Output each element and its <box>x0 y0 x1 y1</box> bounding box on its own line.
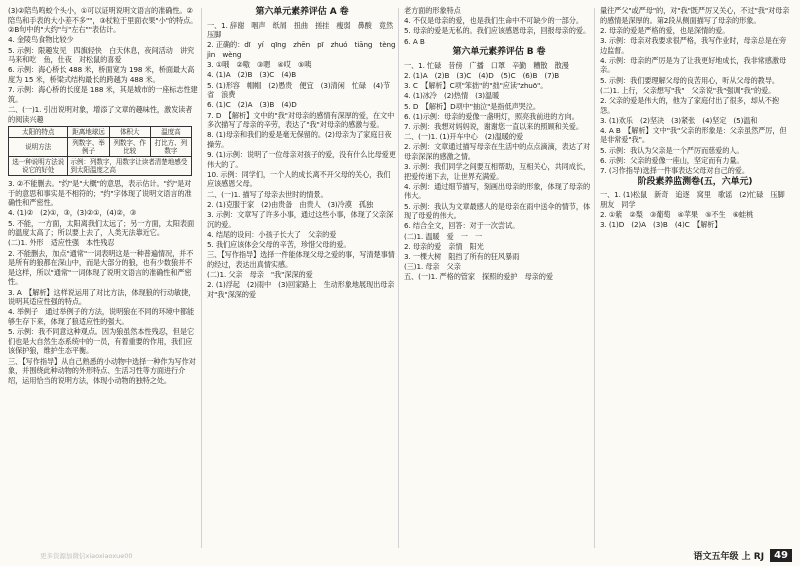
answer-line: 一、1. (1)松鼠 新奇 追逐 窝里 歌谣 (2)忙碌 压脚 朋友 同学 <box>600 190 792 209</box>
section-title: 第六单元素养评估 B 卷 <box>452 47 546 58</box>
answer-line: 一、1. 忙碌 昔傍 广播 口罩 辛勤 糟散 散漫 <box>404 60 569 70</box>
answer-line: (3)②陪鸟鸣蛟个头小，①可以证明说明文语言的准确性。②陪鸟和手表的大小差不多""，③杖粒于里面衣果"小"的特点。②B句中的"大约"与"左右""表估计。 <box>8 6 198 35</box>
answer-line: 6. A B <box>404 36 425 46</box>
answer-line: 7. 示例：海心桥的长度是 188 米，其是城市的一座标志性建筑。 <box>8 85 198 104</box>
column-1 <box>8 6 202 386</box>
answer-line: 4. 金陵鸟食物比较少 <box>8 35 74 45</box>
answer-line: 3. 示例：母亲对我要求很严格，我写作业时，母亲总是在旁边监督。 <box>600 35 787 55</box>
section-title: 第六单元素养评估 A 卷 <box>255 7 349 17</box>
answer-line: 3. 示例：我们同学之间要互相帮助，互相关心，共同成长，把爱传递下去，让世界充满爱。 <box>404 162 591 181</box>
answer-line: 6. 示例：海心桥长 488 米，桥面宽为 198 米，桥面最大高度为 15 米，桥梁式结构最长的跨越为 488 米。 <box>8 65 195 84</box>
table-cell: 打比方、列数字 <box>150 138 191 157</box>
answer-line: 7. D 【解析】文中的"我"对母亲的感情有深厚的爱，在文中多次描写了母亲的辛劳，表达了"我"对母亲的感激与爱。 <box>207 110 395 130</box>
watermark-text: 更多资源加微信xiaoxiaoxue00 <box>40 552 133 560</box>
answer-line: 三、【写作指导】选择一件能体现父母之爱的事，写清楚事情的经过，表达出真情实感。 <box>207 250 395 269</box>
answer-line: 4. 示例：通过细节描写，刻画出母亲的形象，体现了母亲的伟大。 <box>404 181 591 201</box>
answer-line: 量往严父"或严母"的，对"我"既严厉又关心，不过"我"对母亲的感情是深厚的。第2段从侧面描写了母亲的形象。 <box>600 6 790 25</box>
page-number: 49 <box>770 549 792 562</box>
answer-line: 3. 一棵大树 阻挡了所有的狂风暴雨 <box>404 251 520 261</box>
answer-line: 5. 示例：我们要理解父母的良苦用心，听从父母的教导。 <box>600 75 779 85</box>
answer-line: 2. 正确的：dī yí qīng zhēn pī zhuó tiāng tèng jìn wèng <box>207 40 403 59</box>
table-row <box>9 157 192 176</box>
answer-line: 3. (1)D (2)A (3)B (4)C 【解析】 <box>600 220 722 230</box>
answer-line: 3. ②不能删去。"约"是"大概"的意思，表示估计。"约"是对于的意思和事实是不相符的；"约"字体现了说明文语言的准确性和严密性。 <box>8 179 192 208</box>
table-cell: 体积大 <box>109 127 150 138</box>
answer-line: (三)1. 母亲 父亲 <box>404 262 461 272</box>
table-cell: 温度高 <box>150 127 191 138</box>
answer-line: 5. (1)形容 帽帽 (2)愚贵 便宜 (3)清闲 忙碌 (4)节省 浪费 <box>207 80 391 100</box>
answer-line: 2. (1)A (2)B (3)C (4)D (5)C (6)B (7)B <box>404 70 560 80</box>
table-cell: 示例：列数字，用数字让读者清楚地感受到太阳温度之高 <box>68 157 192 176</box>
answer-line: 二、(一)1. 引出说明对象，增添了文章的趣味性，激发读者的阅读兴趣 <box>8 104 193 124</box>
answer-line: (二)1. 温暖 爱 一 一 <box>404 231 483 241</box>
page-footer <box>694 549 792 562</box>
sun-features-table <box>8 126 192 176</box>
answer-line: 9. (1)示例：说明了一位母亲对孩子的爱，没有什么比母爱更伟大的了。 <box>207 150 396 169</box>
answer-line: 老方面的形象特点 <box>404 6 461 15</box>
answer-line: (二)1. 父亲 母亲 "我"深深的爱 <box>207 269 313 279</box>
answer-line: 5. D 【解析】D项中"抽泣"是指低声哭泣。 <box>404 101 540 111</box>
answer-line: 2. 示例：文章通过描写母亲在生活中的点点滴滴，表达了对母亲深深的感激之情。 <box>404 142 591 161</box>
table-header-row <box>9 127 192 138</box>
subject-label: 语文五年级 上 RJ <box>693 552 765 562</box>
answer-line: 一、1. 辞谢 咽声 纸屑 扭曲 搓挂 瘦弱 鼻酸 竟然 压脚 <box>207 20 401 40</box>
answer-line: 4. 结尾的设问：小孩子长大了 父亲的爱 <box>207 229 337 239</box>
answer-line: 5. 不能，一方面，太阳离我们太远了；另一方面，太阳表面的温度太高了；所以要上去了，人类无法靠近它。 <box>8 218 195 238</box>
table-cell: 说明方法 <box>9 138 68 157</box>
answer-line: 三、【写作指导】从自己熟悉的小动物中选择一种作为写作对象，并围绕此种动物的外形特点、生活习性等方面进行介绍，运用恰当的说明方法，体现小动物的独特之处。 <box>8 356 196 385</box>
answer-line: (二)1. 外形 适应性强 本性残忍 <box>8 238 115 248</box>
column-divider <box>398 8 399 548</box>
answer-line: 4. (1)② (2)①，③，(3)②①，(4)②，③ <box>8 208 137 218</box>
answer-line: 3. ①哦 ②嗷 ③嗯 ④哎 ⑤咦 <box>207 60 312 70</box>
answer-line: 3. C 【解析】C项"笨拙"的"拙"应读"zhuō"。 <box>404 81 548 91</box>
answer-line: 2. (1)浮起 (2)雨中 (3)回家路上 生动形象地展现出母亲对"我"深深的爱 <box>207 280 395 299</box>
answer-line: 5. 示例：限趣发见 四旗轻快 白天休息，夜间活动 讲究 马来和吃 鱼，仕夜 对松鼠的喜爱 <box>8 45 202 65</box>
column-3 <box>404 6 594 283</box>
table-cell: 距离地球远 <box>68 127 109 138</box>
answer-line: 2. 不能删去，加点"通常"一词表明这是一种普遍情况，并不是所有的狼都在深山中，而是大部分的狼，也有少数狼并不是这样，所以"通常"一词体现了说明文语言的准确性和严密性。 <box>8 248 194 287</box>
answer-line: (二)1. 上行，父亲想写"我" 父亲说"我"强调"我"的爱。 <box>600 85 776 95</box>
answer-line: 6. 示例：父亲的爱像一座山，坚定而有力量。 <box>600 155 744 165</box>
answer-line: 7. 示例：我想对妈妈说，谢谢您一直以来的照顾和关爱。 <box>404 121 583 131</box>
answer-line: 4. (1)A (2)B (3)C (4)B <box>207 70 297 80</box>
answer-line: 5. 示例：我不同意这种观点。因为狼虽然本性残忍，但是它们也是大自然生态系统中的一员，有着重要的作用，我们应该保护狼，维护生态平衡。 <box>8 327 195 356</box>
table-cell: 列数字、举例子 <box>68 138 109 157</box>
answer-line: 2. 母亲的爱是严格的爱，也是深情的爱。 <box>600 25 730 35</box>
answer-line: 6. 结合全文，回答：对于一次尝试。 <box>404 221 520 231</box>
answer-line: 3. 示例：文章写了许多小事，通过这些小事，体现了父亲深沉的爱。 <box>207 210 394 229</box>
table-cell: 太阳的特点 <box>9 127 68 138</box>
answer-line: 4. 举例子 通过举例子的方法，说明狼在不同的环境中都能够生存下来，体现了狼适应性的强大。 <box>8 307 195 326</box>
answer-line: 7. (习作指导)选择一件事表达父母对自己的爱。 <box>600 166 749 176</box>
answer-line: 3. (1)欢乐 (2)坚决 (3)紧张 (4)坚定 (5)温和 <box>600 115 758 125</box>
answer-line: 4. 示例：母亲的严厉是为了让我更好地成长，我非常感激母亲。 <box>600 55 787 75</box>
answer-line: 4. A B 【解析】文中"我"父亲的形象是：父亲虽然严厉，但是非常爱"我"。 <box>600 125 787 145</box>
answer-line: 2. ①紫 ②梨 ③葡萄 ④苹果 ⑤不生 ⑥蛙桃 <box>600 210 754 219</box>
table-row <box>9 138 192 157</box>
answer-line: 8. (1)母亲和我们的爱是毫无保留的。(2)母亲为了家庭日夜操劳。 <box>207 130 392 149</box>
answer-line: 二、(一)1. 描写了母亲去世时的情景。 <box>207 189 328 199</box>
column-2 <box>207 6 403 300</box>
table-cell: 列数字、作比较 <box>109 138 150 157</box>
answer-line: 10. 示例：同学们，一个人的成长离不开父母的关心，我们应该感恩父母。 <box>207 169 391 189</box>
column-divider <box>594 8 595 548</box>
answer-line: 6. (1)示例：母亲的爱像一盏明灯，照亮我前进的方向。 <box>404 111 579 121</box>
section-title: 阶段素养监测卷(五，六单元) <box>637 176 753 187</box>
column-4 <box>600 6 790 230</box>
table-cell: 选一种说明方法说说它的好处 <box>9 157 68 176</box>
answer-line: 5. 母亲的爱是无私的。我们应该感恩母亲，回报母亲的爱。 <box>404 26 591 36</box>
answer-line: 2. 父亲的爱是伟大的，他为了家庭付出了很多，却从不抱怨。 <box>600 95 779 115</box>
answer-line: 5. 示例：我认为父亲是一个严厉而慈爱的人。 <box>600 145 744 155</box>
answer-line: 6. (1)C (2)A (3)B (4)D <box>207 100 297 110</box>
answer-line: 5. 我们应该体会父母的辛苦，珍惜父母的爱。 <box>207 239 351 249</box>
answer-line: 2. (1)克服于家 (2)由贵备 由贵人 (3)冷漠 孤独 <box>207 199 374 209</box>
answer-line: 二、(一)1. (1)开车中心 (2)温暖的爱 <box>404 132 524 142</box>
answer-line: 2. 母亲的爱 亲情 阳光 <box>404 241 484 251</box>
answer-line: 4. (1)冰冷 (2)热情 (3)温暖 <box>404 91 500 101</box>
answer-line: 4. 不仅是母亲的爱，也是我们生命中不可缺少的一部分。 <box>404 16 583 26</box>
column-divider <box>201 8 202 548</box>
answer-line: 3. A 【解析】这样说运用了对比方法，体现狼的行动敏捷，说明其适应性强的特点。 <box>8 287 196 307</box>
answer-line: 5. 示例：我认为文章最感人的是母亲在雨中送伞的情节，体现了母爱的伟大。 <box>404 201 591 221</box>
answer-line: 五、(一)1. 严格的管家 探照的爱护 母亲的爱 <box>404 272 553 282</box>
